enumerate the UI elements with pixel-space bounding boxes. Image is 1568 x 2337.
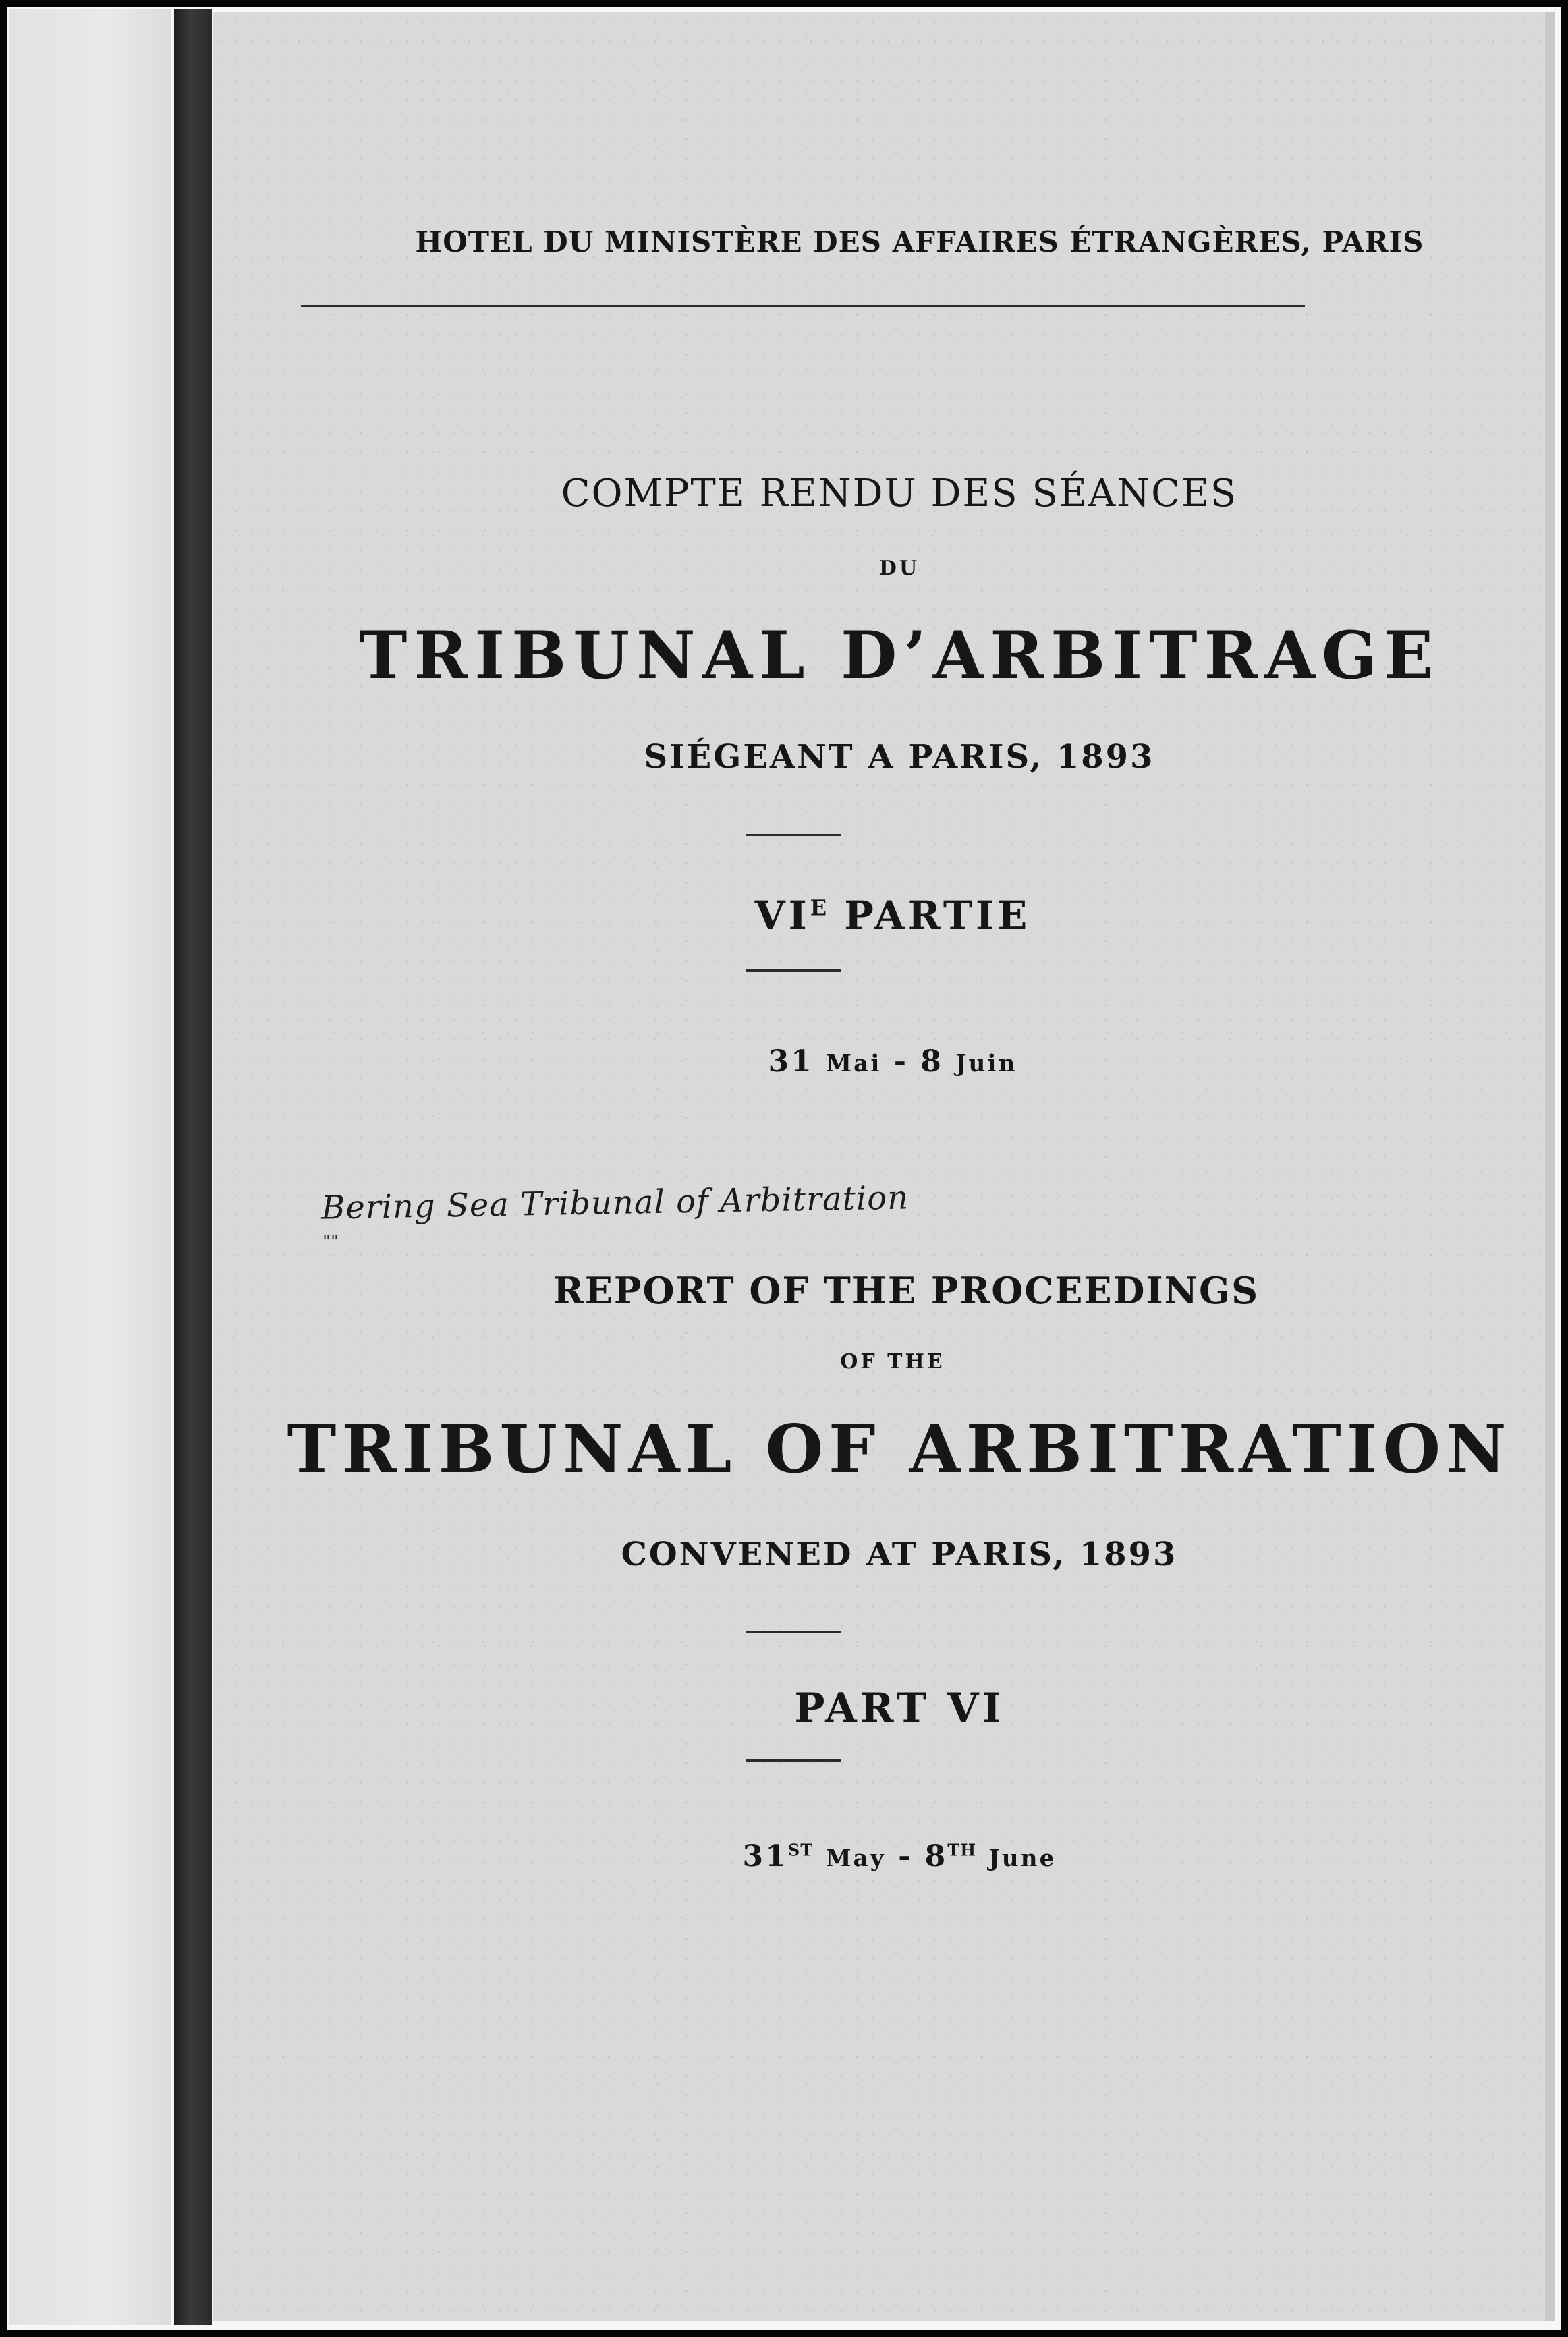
french-subtitle: SIÉGEANT A PARIS, 1893 — [644, 738, 1155, 776]
french-start-month: Mai — [826, 1050, 882, 1077]
page-edge — [1545, 12, 1555, 2321]
french-end-month: Juin — [955, 1050, 1017, 1077]
french-date-separator: - — [893, 1044, 908, 1079]
blank-left-leaf — [9, 9, 171, 2325]
english-part-label: PART VI — [794, 1685, 1005, 1732]
english-start-superscript: ST — [787, 1840, 814, 1860]
english-start-month: May — [825, 1845, 886, 1872]
english-end-day: 8 — [924, 1839, 948, 1874]
english-end-superscript: TH — [947, 1840, 977, 1860]
handwritten-annotation: Bering Sea Tribunal of Arbitration — [320, 1179, 909, 1227]
french-heading-line2: DU — [878, 557, 920, 580]
french-start-day: 31 — [768, 1044, 814, 1079]
french-title: TRIBUNAL D’ARBITRAGE — [359, 617, 1440, 694]
french-heading-line1: COMPTE RENDU DES SÉANCES — [561, 472, 1238, 515]
english-heading-line2: OF THE — [840, 1350, 945, 1374]
handwritten-ditto-mark: "" — [323, 1232, 339, 1252]
english-title: TRIBUNAL OF ARBITRATION — [287, 1411, 1512, 1488]
book-spine — [174, 9, 212, 2325]
french-end-day: 8 — [920, 1044, 943, 1079]
english-end-month: June — [988, 1845, 1057, 1872]
french-part-label — [213, 893, 1559, 938]
french-part-superscript: E — [810, 895, 828, 921]
french-part-numeral: VI — [754, 893, 810, 938]
english-date-separator: - — [898, 1839, 913, 1874]
header-rule — [301, 305, 1305, 307]
french-rule-lower — [746, 969, 841, 972]
english-heading-line1: REPORT OF THE PROCEEDINGS — [553, 1269, 1260, 1312]
french-rule-upper — [746, 834, 841, 836]
header-location: HOTEL DU MINISTÈRE DES AFFAIRES ÉTRANGÈRES, PARIS — [415, 225, 1424, 258]
english-rule-upper — [746, 1631, 841, 1633]
title-page — [213, 12, 1545, 2321]
english-rule-lower — [746, 1759, 841, 1762]
french-date-range — [213, 1044, 1559, 1079]
english-start-day: 31 — [742, 1839, 788, 1874]
english-subtitle: CONVENED AT PARIS, 1893 — [621, 1536, 1178, 1573]
english-date-range — [213, 1839, 1565, 1874]
french-part-word: PARTIE — [844, 893, 1031, 938]
